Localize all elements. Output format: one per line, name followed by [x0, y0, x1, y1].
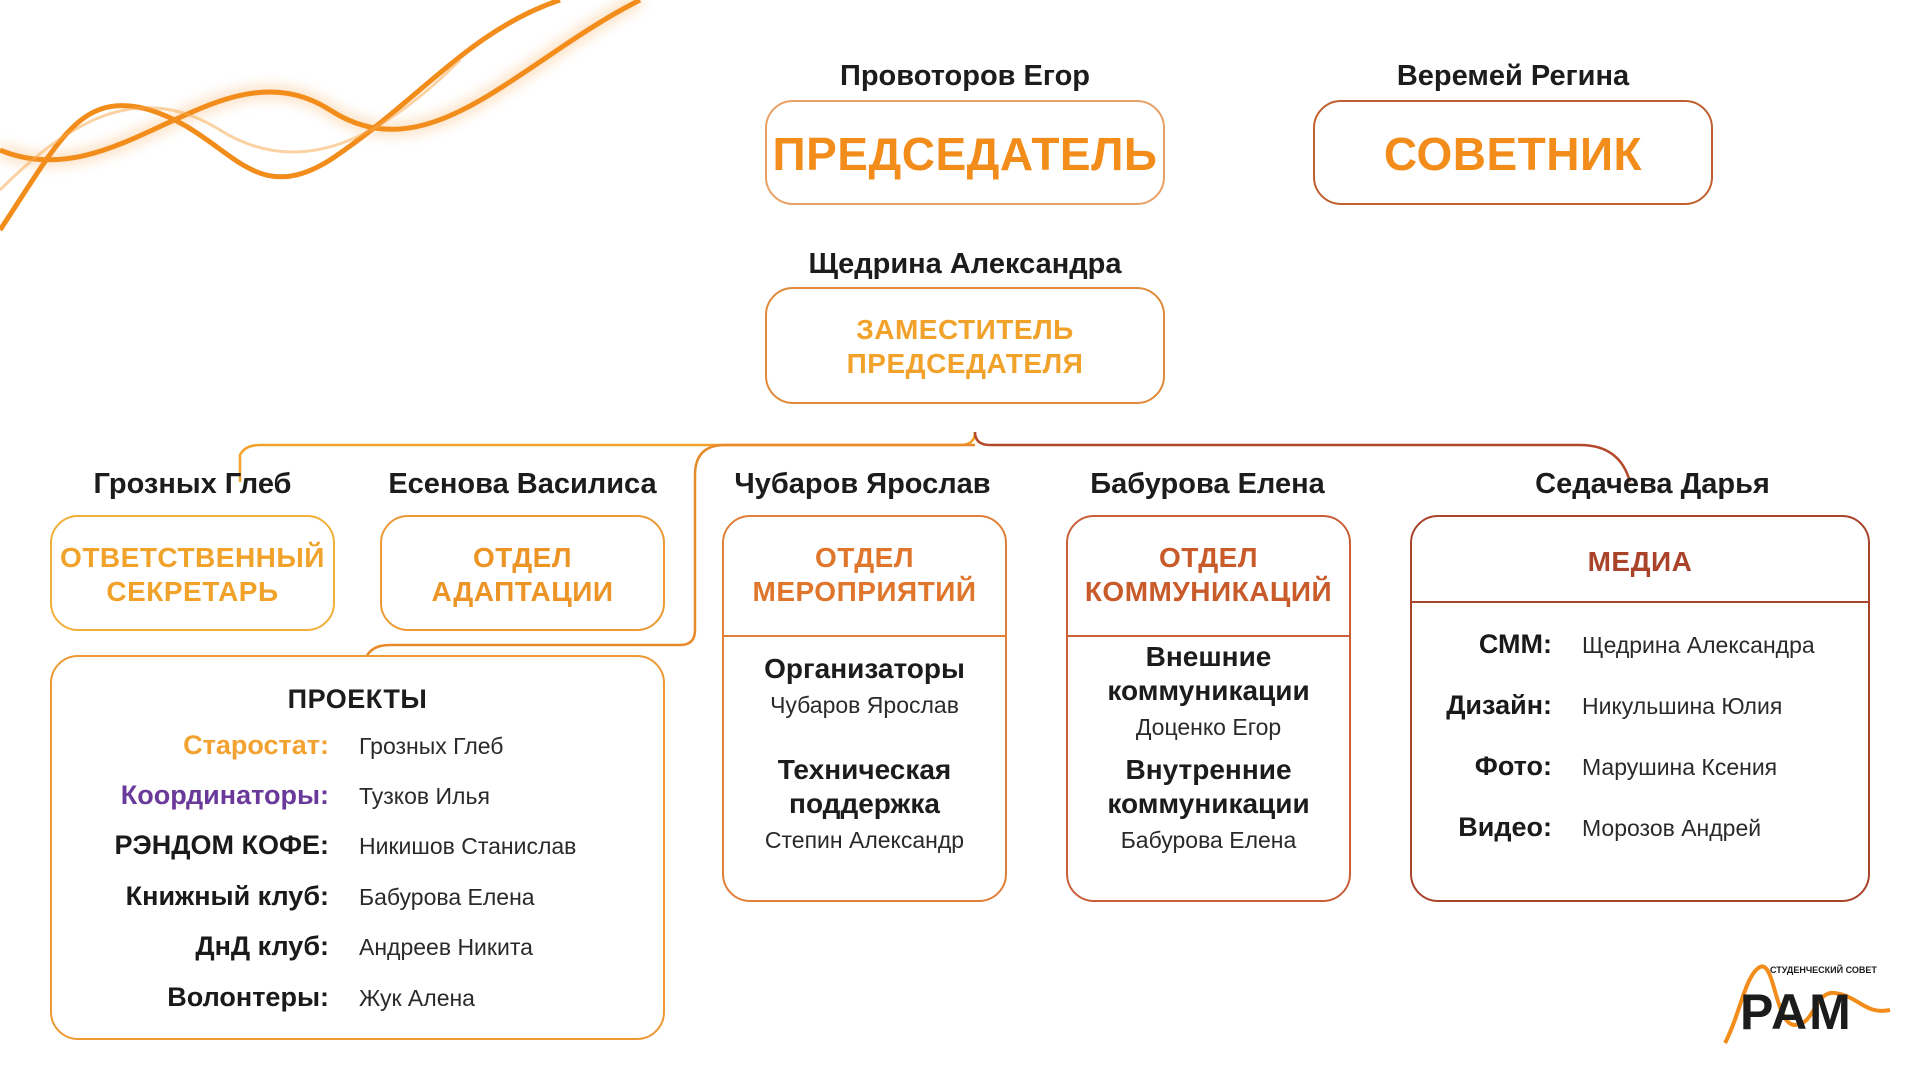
section-heading: Организаторы	[764, 653, 965, 684]
section-heading-line1: Техническая	[777, 754, 952, 785]
media-row-label: Фото:	[1474, 751, 1552, 781]
media-row-label: Видео:	[1458, 812, 1552, 842]
dept-events-title-line2: МЕРОПРИЯТИЙ	[752, 576, 977, 607]
dept-adaptation-title-line2: АДАПТАЦИИ	[431, 576, 614, 607]
dept-secretary-name: Грозных Глеб	[93, 468, 292, 500]
media-row-video	[1412, 812, 1761, 843]
section-heading-line2: поддержка	[789, 788, 940, 819]
deputy-title-line2: ПРЕДСЕДАТЕЛЯ	[846, 348, 1084, 379]
media-row-label: Дизайн:	[1446, 690, 1552, 720]
project-row-label: Волонтеры:	[167, 982, 329, 1012]
dept-secretary-title-line1: ОТВЕТСТВЕННЫЙ	[60, 542, 325, 573]
project-row	[52, 881, 535, 912]
media-row-label: СММ:	[1478, 629, 1552, 659]
dept-events-divider	[724, 635, 1005, 637]
dept-media-name: Седачева Дарья	[1535, 468, 1770, 500]
project-row	[52, 730, 503, 761]
dept-events-name: Чубаров Ярослав	[734, 468, 991, 500]
advisor-name: Веремей Регина	[1396, 60, 1630, 92]
dept-events-section-1	[724, 652, 1005, 719]
dept-secretary-box	[50, 515, 335, 631]
media-row-smm	[1412, 629, 1815, 660]
deputy-name: Щедрина Александра	[808, 248, 1122, 280]
project-row-label: ДнД клуб:	[195, 931, 329, 961]
project-row-value: Андреев Никита	[359, 934, 533, 960]
dept-media-divider	[1412, 601, 1868, 603]
project-row	[52, 982, 475, 1013]
project-row-label: РЭНДОМ КОФЕ:	[114, 830, 329, 860]
advisor-box	[1313, 100, 1713, 205]
advisor-title: СОВЕТНИК	[1383, 128, 1643, 180]
projects-box	[50, 655, 665, 1040]
deputy-box	[765, 287, 1165, 404]
chairman-name: Провоторов Егор	[839, 60, 1091, 92]
dept-adaptation-name: Есенова Василиса	[388, 468, 657, 500]
section-heading-line1: Внутренние	[1125, 754, 1292, 785]
section-person: Чубаров Ярослав	[770, 692, 959, 718]
media-row-photo	[1412, 751, 1777, 782]
section-person: Доценко Егор	[1135, 714, 1282, 740]
project-row-label: Книжный клуб:	[125, 881, 329, 911]
chairman-box	[765, 100, 1165, 205]
media-row-value: Щедрина Александра	[1582, 632, 1815, 658]
dept-events-box	[722, 515, 1007, 902]
project-row	[52, 931, 533, 962]
project-row-value: Бабурова Елена	[359, 884, 535, 910]
project-row-value: Жук Алена	[359, 985, 475, 1011]
dept-events-section-2	[724, 753, 1005, 854]
dept-events-title-line1: ОТДЕЛ	[815, 542, 914, 573]
dept-communications-divider	[1068, 635, 1349, 637]
section-heading-line1: Внешние	[1145, 641, 1272, 672]
project-row-value: Тузков Илья	[359, 783, 490, 809]
logo-caption: СТУДЕНЧЕСКИЙ СОВЕТ	[1770, 965, 1877, 975]
student-council-logo	[1720, 955, 1895, 1050]
project-row-value: Никишов Станислав	[359, 833, 577, 859]
dept-communications-title-line1: ОТДЕЛ	[1159, 542, 1258, 573]
media-row-value: Никульшина Юлия	[1582, 693, 1783, 719]
section-heading-line2: коммуникации	[1107, 675, 1310, 706]
chairman-title: ПРЕДСЕДАТЕЛЬ	[772, 128, 1158, 180]
project-row	[52, 830, 576, 861]
project-row-label: Координаторы:	[120, 780, 329, 810]
dept-communications-name: Бабурова Елена	[1090, 468, 1325, 500]
media-row-value: Марушина Ксения	[1582, 754, 1778, 780]
section-person: Бабурова Елена	[1120, 827, 1297, 853]
project-row	[52, 780, 490, 811]
media-row-value: Морозов Андрей	[1582, 815, 1762, 841]
projects-title: ПРОЕКТЫ	[287, 684, 428, 714]
logo-text: РАМ	[1740, 984, 1853, 1040]
dept-media-box	[1410, 515, 1870, 902]
dept-adaptation-box	[380, 515, 665, 631]
dept-communications-section-1	[1068, 640, 1349, 741]
dept-media-title: МЕДИА	[1587, 546, 1693, 577]
dept-secretary-title-line2: СЕКРЕТАРЬ	[106, 576, 279, 607]
section-heading-line2: коммуникации	[1107, 788, 1310, 819]
dept-communications-section-2	[1068, 753, 1349, 854]
media-row-design	[1412, 690, 1782, 721]
dept-communications-title-line2: КОММУНИКАЦИЙ	[1084, 576, 1333, 607]
project-row-label: Старостат:	[183, 730, 329, 760]
section-person: Степин Александр	[764, 827, 965, 853]
project-row-value: Грозных Глеб	[359, 733, 504, 759]
dept-communications-box	[1066, 515, 1351, 902]
dept-adaptation-title-line1: ОТДЕЛ	[473, 542, 572, 573]
deputy-title-line1: ЗАМЕСТИТЕЛЬ	[856, 314, 1074, 345]
